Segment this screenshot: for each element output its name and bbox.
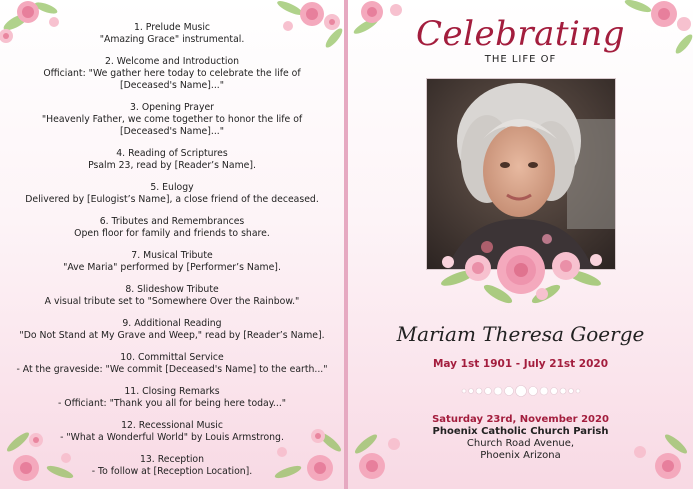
program-item [8,148,336,172]
program-item-title: 3. Opening Prayer [130,102,214,113]
deceased-name: Mariam Theresa Goerge [396,322,645,346]
program-item-detail: Delivered by [Eulogist’s Name], a close friend of the deceased. [25,194,319,205]
cover-heading: Celebrating [415,14,626,54]
program-item [8,102,336,138]
program-item-title: 12. Recessional Music [121,420,223,431]
program-item-title: 11. Closing Remarks [124,386,220,397]
service-address-line1: Church Road Avenue, [466,438,575,449]
program-item-title: 4. Reading of Scriptures [116,148,228,159]
program-item [8,352,336,376]
program-item [8,56,336,92]
program-item [8,182,336,206]
program-item-title: 1. Prelude Music [133,22,211,33]
program-item-detail: - At the graveside: "We commit [Deceased's Name] to the earth..." [16,364,328,375]
program-item-detail: - Officiant: "Thank you all for being here today..." [57,398,287,409]
program-item-detail: Psalm 23, read by [Reader’s Name]. [88,160,256,171]
rose-bouquet [428,242,614,308]
service-date: Saturday 23rd, November 2020 [432,414,609,425]
program-item-title: 8. Slideshow Tribute [125,284,219,295]
program-item-detail: "Amazing Grace" instrumental. [99,34,245,45]
program-item-title: 7. Musical Tribute [131,250,213,261]
cover-subheading: THE LIFE OF [484,54,557,65]
program-item [8,386,336,410]
program-item [8,420,336,444]
life-dates: May 1st 1901 - July 21st 2020 [432,358,609,370]
service-details [348,414,693,462]
program-item-title: 2. Welcome and Introduction [104,56,240,67]
program-item [8,318,336,342]
program-list [0,22,344,488]
pearl-divider [460,383,582,397]
program-item-title: 10. Committal Service [120,352,224,363]
program-item [8,250,336,274]
program-page [0,0,344,489]
service-address-line2: Phoenix Arizona [480,450,561,461]
program-item [8,22,336,46]
program-item [8,284,336,308]
cover-page [348,0,693,489]
program-item-title: 6. Tributes and Remembrances [99,216,245,227]
program-item [8,454,336,478]
program-item-title: 9. Additional Reading [122,318,222,329]
program-item [8,216,336,240]
program-item-title: 13. Reception [139,454,205,465]
program-item-detail: "Ave Maria" performed by [Performer’s Name]. [63,262,281,273]
program-item-detail: - "What a Wonderful World" by Louis Armstrong. [60,432,284,443]
program-item-detail: "Do Not Stand at My Grave and Weep," read by [Reader’s Name]. [19,330,325,341]
program-item-detail: "Heavenly Father, we come together to honor the life of [Deceased's Name]..." [41,114,303,137]
program-item-title: 5. Eulogy [150,182,194,193]
program-item-detail: - To follow at [Reception Location]. [91,466,253,477]
program-item-detail: Officiant: "We gather here today to celebrate the life of [Deceased's Name]..." [43,68,301,91]
program-item-detail: Open floor for family and friends to share. [74,228,270,239]
program-item-detail: A visual tribute set to "Somewhere Over the Rainbow." [44,296,300,307]
service-venue: Phoenix Catholic Church Parish [432,426,609,437]
